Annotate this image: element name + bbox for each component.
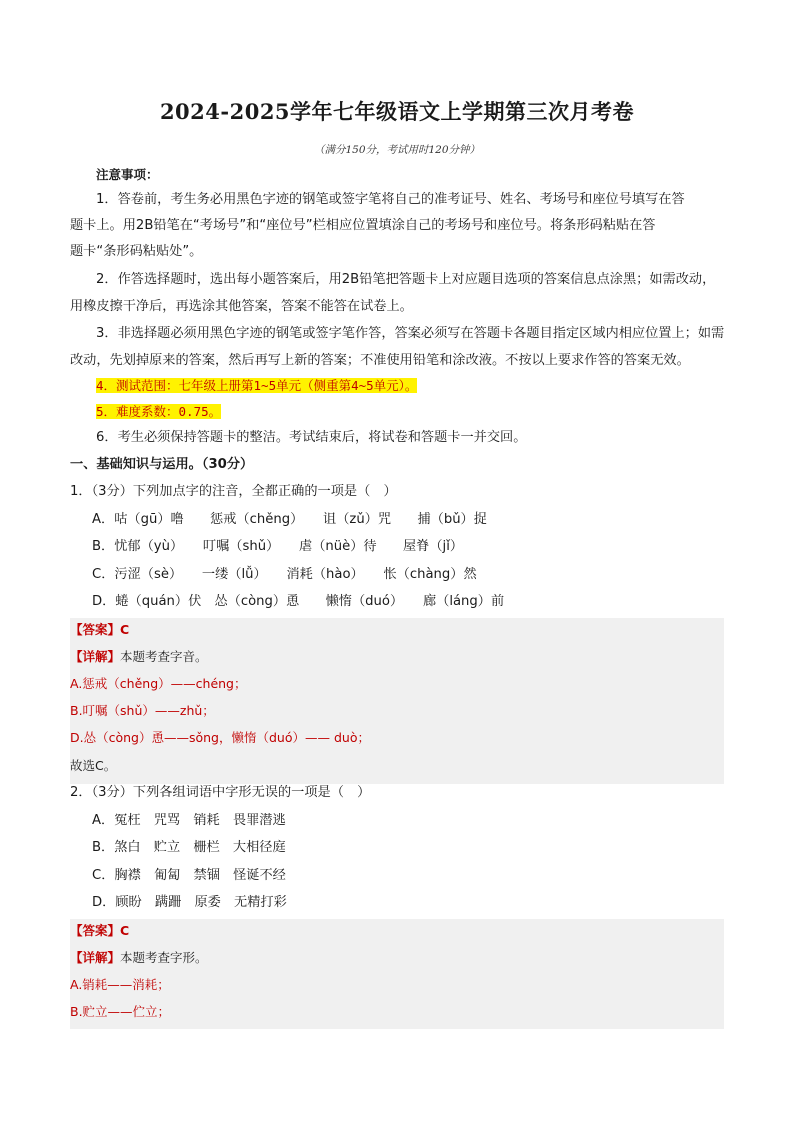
- notice-line: 3．非选择题必须用黑色字迹的钢笔或签字笔作答，答案必须写在答题卡各题目指定区域内相应位置上；如需: [96, 326, 724, 341]
- question-1-option-a: A．咕（gū）噜 惩戒（chěng） 诅（zǔ）咒 捕（bǔ）捉: [92, 512, 487, 527]
- question-2-option-d: D．顾盼 蹒跚 原委 无精打彩: [92, 895, 287, 910]
- explanation-line: D.怂（còng）恿——sǒng，懒惰（duó）—— duò；: [70, 730, 370, 745]
- notice-line: 2．作答选择题时，选出每小题答案后，用2B铅笔把答题卡上对应题目选项的答案信息点涂黑；如需改动，: [96, 272, 716, 287]
- question-1-option-d: D．蜷（quán）伏 怂（còng）恿 懒惰（duó） 廊（láng）前: [92, 594, 505, 609]
- explanation-line: B.贮立——伫立；: [70, 1004, 171, 1019]
- answer-value: C: [120, 622, 130, 637]
- conclusion-line: 故选C。: [70, 758, 117, 773]
- answer-line: [70, 921, 724, 941]
- question-2-stem: 2．（3分）下列各组词语中字形无误的一项是（ ）: [70, 785, 371, 800]
- explanation-line: B.叮嘱（shǔ）——zhǔ；: [70, 703, 215, 718]
- notice-highlight-difficulty: [96, 402, 724, 423]
- detail-label: 【详解】: [70, 649, 121, 664]
- notice-line: 6．考生必须保持答题卡的整洁。考试结束后，将试卷和答题卡一并交回。: [96, 430, 527, 445]
- question-1-option-b: B．忧郁（yù） 叮嘱（shǔ） 虐（nüè）待 屋脊（jǐ）: [92, 539, 464, 554]
- highlighted-text: 5．难度系数：0.75。: [96, 404, 222, 419]
- notice-line: 题卡“条形码粘贴处”。: [70, 244, 203, 259]
- answer-label: 【答案】: [70, 923, 121, 938]
- page-subtitle: （满分150分，考试用时120分钟）: [313, 144, 481, 156]
- question-2-option-c: C．胸襟 匍匐 禁锢 怪诞不经: [92, 868, 286, 883]
- question-1-option-c: C．污涩（sè） 一缕（lǚ） 消耗（hào） 怅（chàng）然: [92, 567, 477, 582]
- section-heading: 一、基础知识与运用。（30分）: [70, 457, 254, 472]
- detail-text: 本题考查字形。: [120, 950, 208, 965]
- answer-value: C: [120, 923, 130, 938]
- explanation-line: A.销耗——消耗；: [70, 977, 170, 992]
- detail-text: 本题考查字音。: [120, 649, 208, 664]
- question-2-option-b: B．煞白 贮立 栅栏 大相径庭: [92, 840, 286, 855]
- page-title: 2024-2025学年七年级语文上学期第三次月考卷: [159, 99, 635, 124]
- highlighted-text: 4．测试范围：七年级上册第1~5单元（侧重第4~5单元）。: [96, 378, 418, 393]
- explanation-line: A.惩戒（chěng）——chéng；: [70, 676, 247, 691]
- notice-line: 题卡上。用2B铅笔在“考场号”和“座位号”栏相应位置填涂自己的考场号和座位号。将条形码粘贴在答: [70, 218, 656, 233]
- notice-line: 用橡皮擦干净后，再选涂其他答案，答案不能答在试卷上。: [70, 299, 413, 314]
- notice-heading: 注意事项：: [96, 167, 159, 182]
- question-2-option-a: A．冤枉 咒骂 销耗 畏罪潜逃: [92, 813, 286, 828]
- notice-line: 1．答卷前，考生务必用黑色字迹的钢笔或签字笔将自己的准考证号、姓名、考场号和座位号填写在答: [96, 192, 685, 207]
- answer-label: 【答案】: [70, 622, 121, 637]
- notice-highlight-scope: [96, 376, 724, 397]
- detail-label: 【详解】: [70, 950, 121, 965]
- detail-line: [70, 948, 724, 968]
- answer-line: [70, 620, 724, 640]
- question-1-stem: 1．（3分）下列加点字的注音，全都正确的一项是（ ）: [70, 484, 397, 499]
- detail-line: [70, 647, 724, 667]
- notice-line: 改动，先划掉原来的答案，然后再写上新的答案；不准使用铅笔和涂改液。不按以上要求作答的答案无效。: [70, 353, 690, 368]
